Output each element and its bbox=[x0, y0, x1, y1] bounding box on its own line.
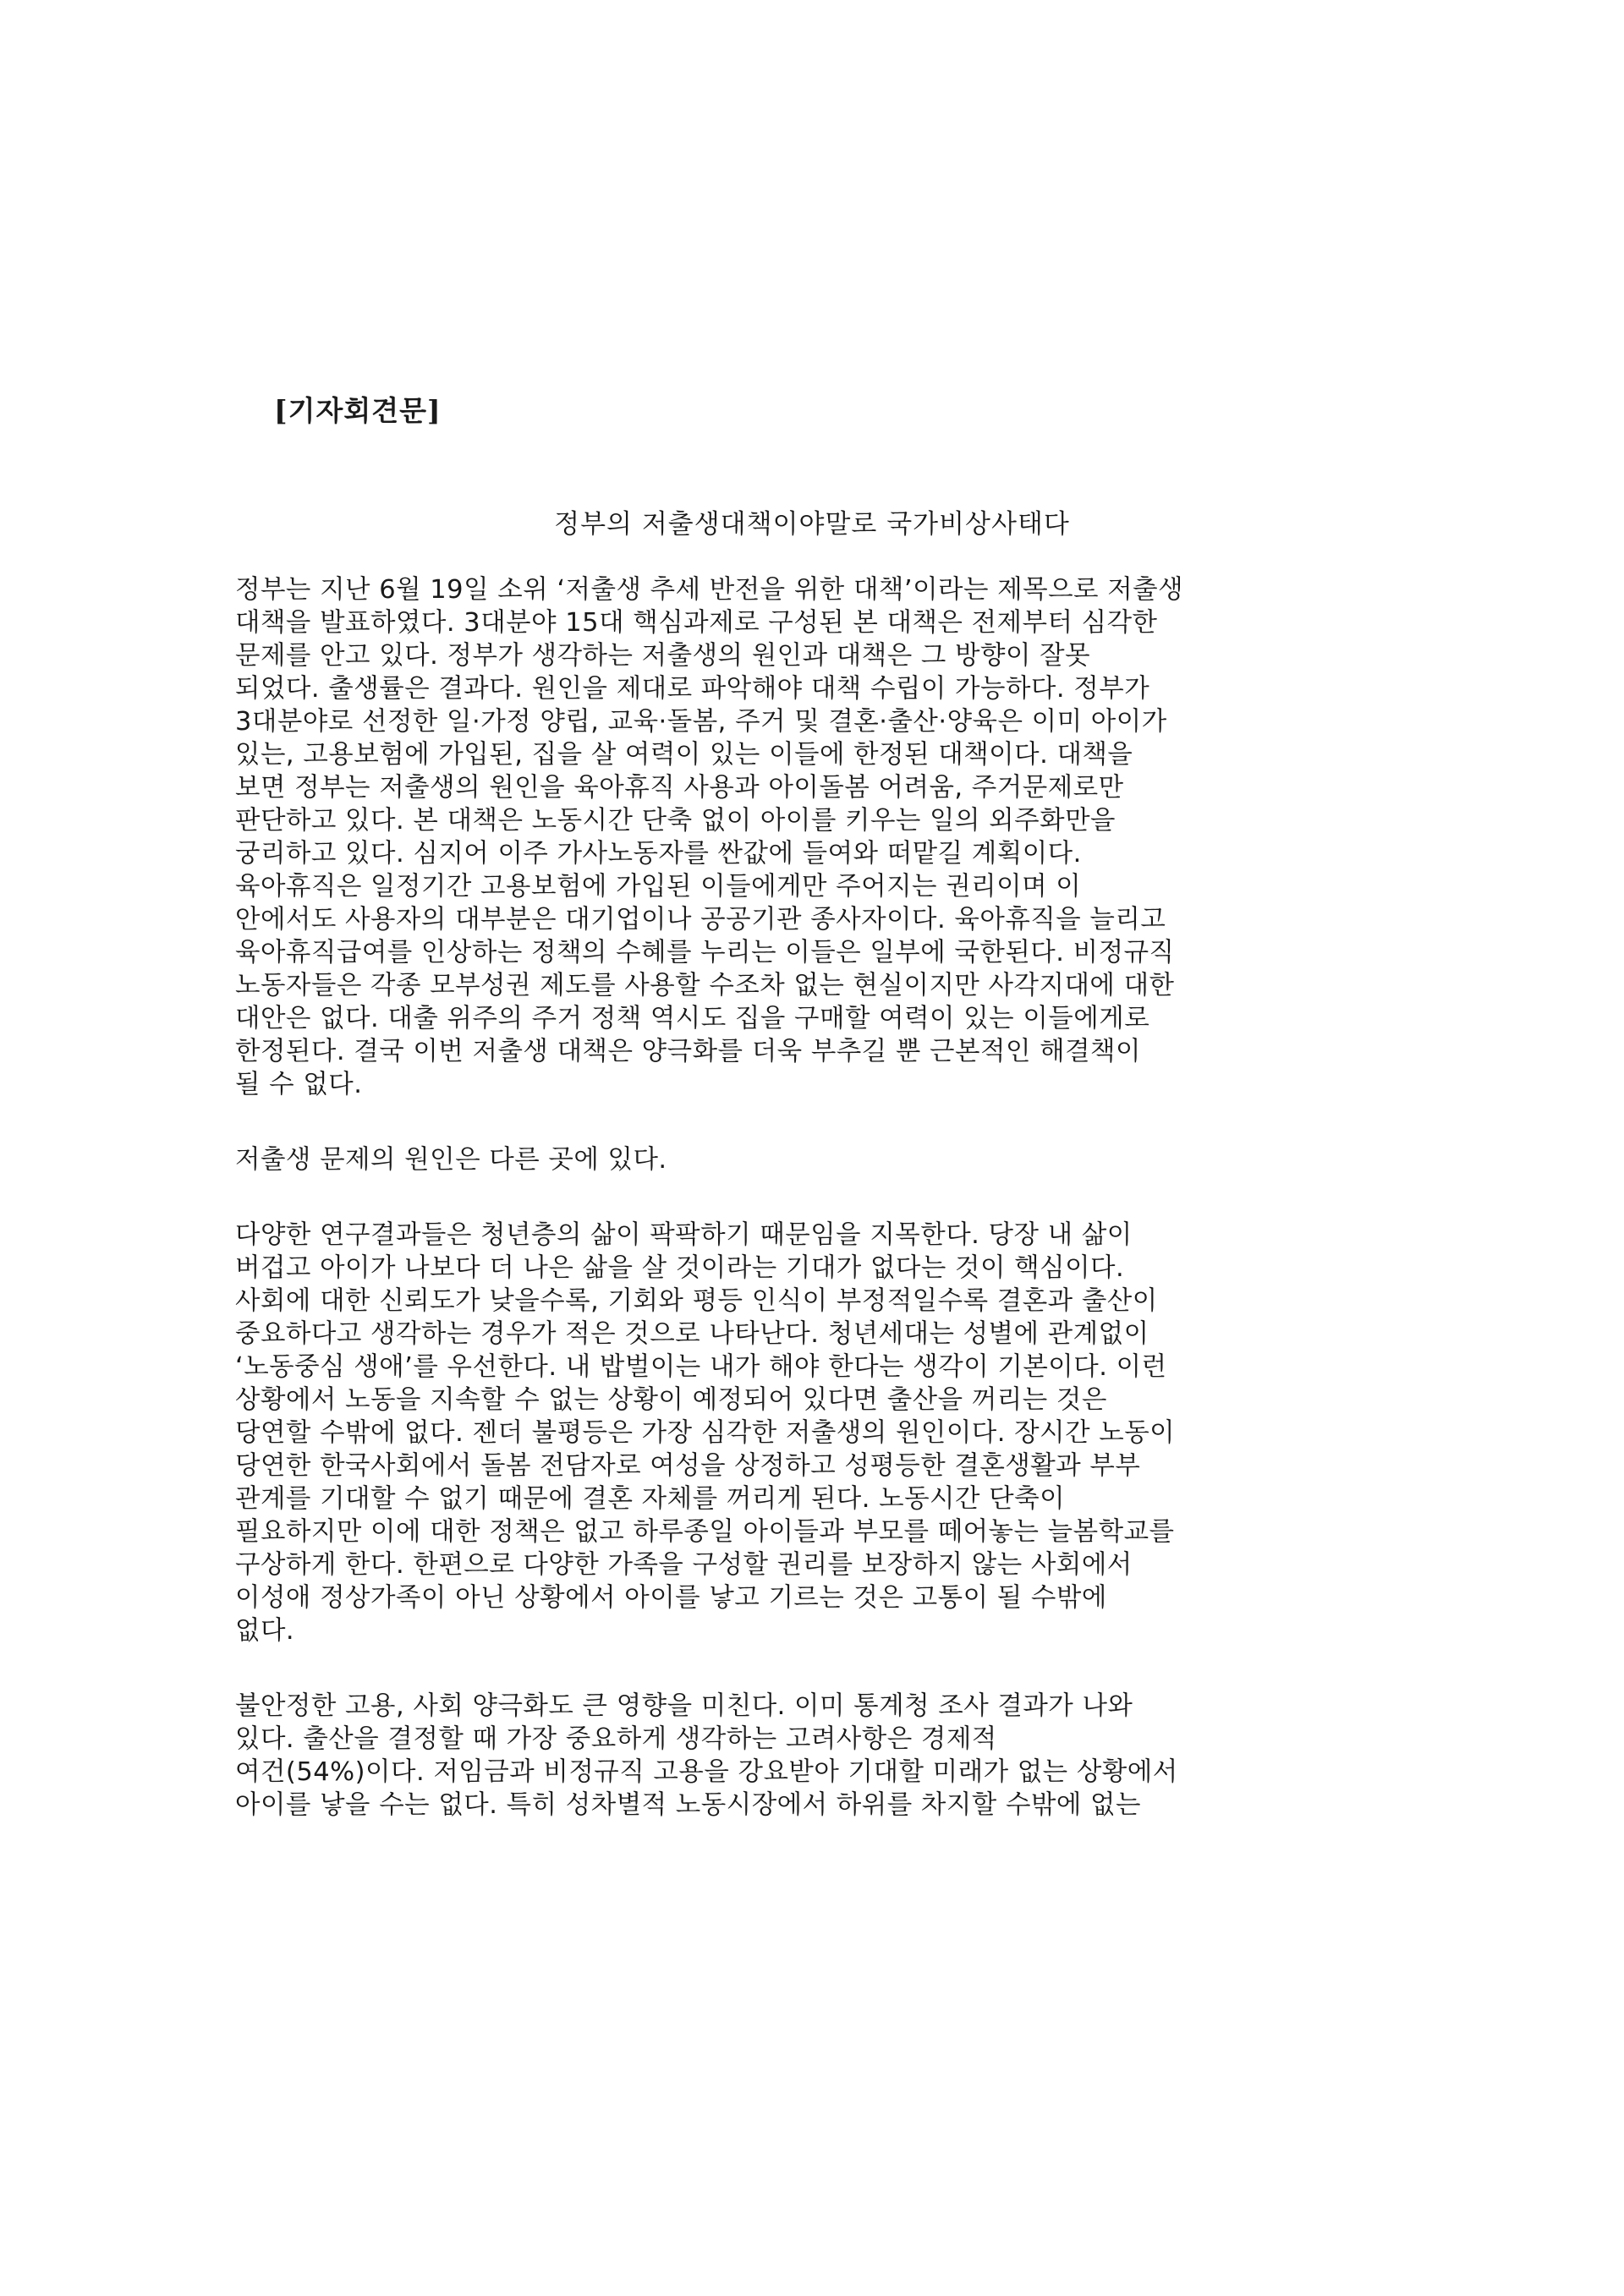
paragraph-line: 있는, 고용보험에 가입된, 집을 살 여력이 있는 이들에 한정된 대책이다. 대책을 bbox=[235, 740, 1133, 770]
paragraph-line: 사회에 대한 신뢰도가 낮을수록, 기회와 평등 인식이 부정적일수록 결혼과 출산이 bbox=[235, 1286, 1158, 1316]
body-paragraph bbox=[235, 1690, 1419, 1822]
paragraph-line: 저출생 문제의 원인은 다른 곳에 있다. bbox=[235, 1145, 667, 1175]
paragraph-line: 상황에서 노동을 지속할 수 없는 상황이 예정되어 있다면 출산을 꺼리는 것은 bbox=[235, 1385, 1107, 1415]
paragraph-line: 버겁고 아이가 나보다 더 나은 삶을 살 것이라는 기대가 없다는 것이 핵심이다. bbox=[235, 1253, 1125, 1283]
paragraph-line: 되었다. 출생률은 결과다. 원인을 제대로 파악해야 대책 수립이 가능하다. 정부가 bbox=[235, 674, 1150, 704]
paragraph-line: 아이를 낳을 수는 없다. 특히 성차별적 노동시장에서 하위를 차지할 수밖에 없는 bbox=[235, 1790, 1141, 1820]
paragraph-line: 문제를 안고 있다. 정부가 생각하는 저출생의 원인과 대책은 그 방향이 잘못 bbox=[235, 641, 1091, 671]
paragraph-line: 당연할 수밖에 없다. 젠더 불평등은 가장 심각한 저출생의 원인이다. 장시간 노동이 bbox=[235, 1418, 1176, 1448]
paragraph-line: 3대분야로 선정한 일·가정 양립, 교육·돌봄, 주거 및 결혼·출산·양육은 이미 아이가 bbox=[235, 707, 1167, 737]
paragraph-line: 여건(54%)이다. 저임금과 비정규직 고용을 강요받아 기대할 미래가 없는 상황에서 bbox=[235, 1757, 1178, 1787]
paragraph-line: 필요하지만 이에 대한 정책은 없고 하루종일 아이들과 부모를 떼어놓는 늘봄학교를 bbox=[235, 1517, 1175, 1547]
paragraph-line: 궁리하고 있다. 심지어 이주 가사노동자를 싼값에 들여와 떠맡길 계획이다. bbox=[235, 839, 1082, 869]
paragraph-line: 육아휴직은 일정기간 고용보험에 가입된 이들에게만 주어지는 권리이며 이 bbox=[235, 872, 1082, 901]
paragraph-line: 불안정한 고용, 사회 양극화도 큰 영향을 미친다. 이미 통계청 조사 결과가 나와 bbox=[235, 1691, 1133, 1721]
paragraph-line: 구상하게 한다. 한편으로 다양한 가족을 구성할 권리를 보장하지 않는 사회에서 bbox=[235, 1550, 1133, 1580]
paragraph-line: 다양한 연구결과들은 청년층의 삶이 팍팍하기 때문임을 지목한다. 당장 내 삶이 bbox=[235, 1220, 1133, 1250]
document-body bbox=[235, 573, 1419, 1864]
paragraph-line: 될 수 없다. bbox=[235, 1070, 363, 1099]
document-title: 정부의 저출생대책이야말로 국가비상사태다 bbox=[554, 509, 1070, 540]
paragraph-line: 노동자들은 각종 모부성권 제도를 사용할 수조차 없는 현실이지만 사각지대에 대한 bbox=[235, 971, 1175, 1000]
paragraph-line: 대안은 없다. 대출 위주의 주거 정책 역시도 집을 구매할 여력이 있는 이들에게로 bbox=[235, 1004, 1150, 1033]
document-header-label: [기자회견문] bbox=[274, 394, 442, 427]
body-paragraph bbox=[235, 1219, 1419, 1647]
paragraph-line: 한정된다. 결국 이번 저출생 대책은 양극화를 더욱 부추길 뿐 근본적인 해결책이 bbox=[235, 1037, 1141, 1066]
paragraph-line: 있다. 출산을 결정할 때 가장 중요하게 생각하는 고려사항은 경제적 bbox=[235, 1724, 997, 1754]
paragraph-line: 대책을 발표하였다. 3대분야 15대 핵심과제로 구성된 본 대책은 전제부터 심각한 bbox=[235, 608, 1158, 638]
paragraph-line: 육아휴직급여를 인상하는 정책의 수혜를 누리는 이들은 일부에 국한된다. 비정규직 bbox=[235, 938, 1175, 967]
paragraph-line: 정부는 지난 6월 19일 소위 ‘저출생 추세 반전을 위한 대책’이라는 제목으로 저출생 bbox=[235, 575, 1184, 605]
paragraph-line: 중요하다고 생각하는 경우가 적은 것으로 나타난다. 청년세대는 성별에 관계없이 bbox=[235, 1319, 1149, 1349]
paragraph-line: 당연한 한국사회에서 돌봄 전담자로 여성을 상정하고 성평등한 결혼생활과 부부 bbox=[235, 1451, 1141, 1481]
paragraph-line: 안에서도 사용자의 대부분은 대기업이나 공공기관 종사자이다. 육아휴직을 늘리고 bbox=[235, 905, 1166, 934]
paragraph-line: 보면 정부는 저출생의 원인을 육아휴직 사용과 아이돌봄 어려움, 주거문제로만 bbox=[235, 773, 1124, 803]
body-paragraph bbox=[235, 573, 1419, 1101]
paragraph-line: 판단하고 있다. 본 대책은 노동시간 단축 없이 아이를 키우는 일의 외주화만을 bbox=[235, 806, 1116, 836]
paragraph-line: 관계를 기대할 수 없기 때문에 결혼 자체를 꺼리게 된다. 노동시간 단축이 bbox=[235, 1484, 1066, 1514]
body-paragraph bbox=[235, 1143, 1419, 1176]
paragraph-line: 없다. bbox=[235, 1616, 295, 1646]
paragraph-line: 이성애 정상가족이 아닌 상황에서 아이를 낳고 기르는 것은 고통이 될 수밖에 bbox=[235, 1583, 1107, 1613]
paragraph-line: ‘노동중심 생애’를 우선한다. 내 밥벌이는 내가 해야 한다는 생각이 기본이다. 이런 bbox=[235, 1352, 1167, 1382]
